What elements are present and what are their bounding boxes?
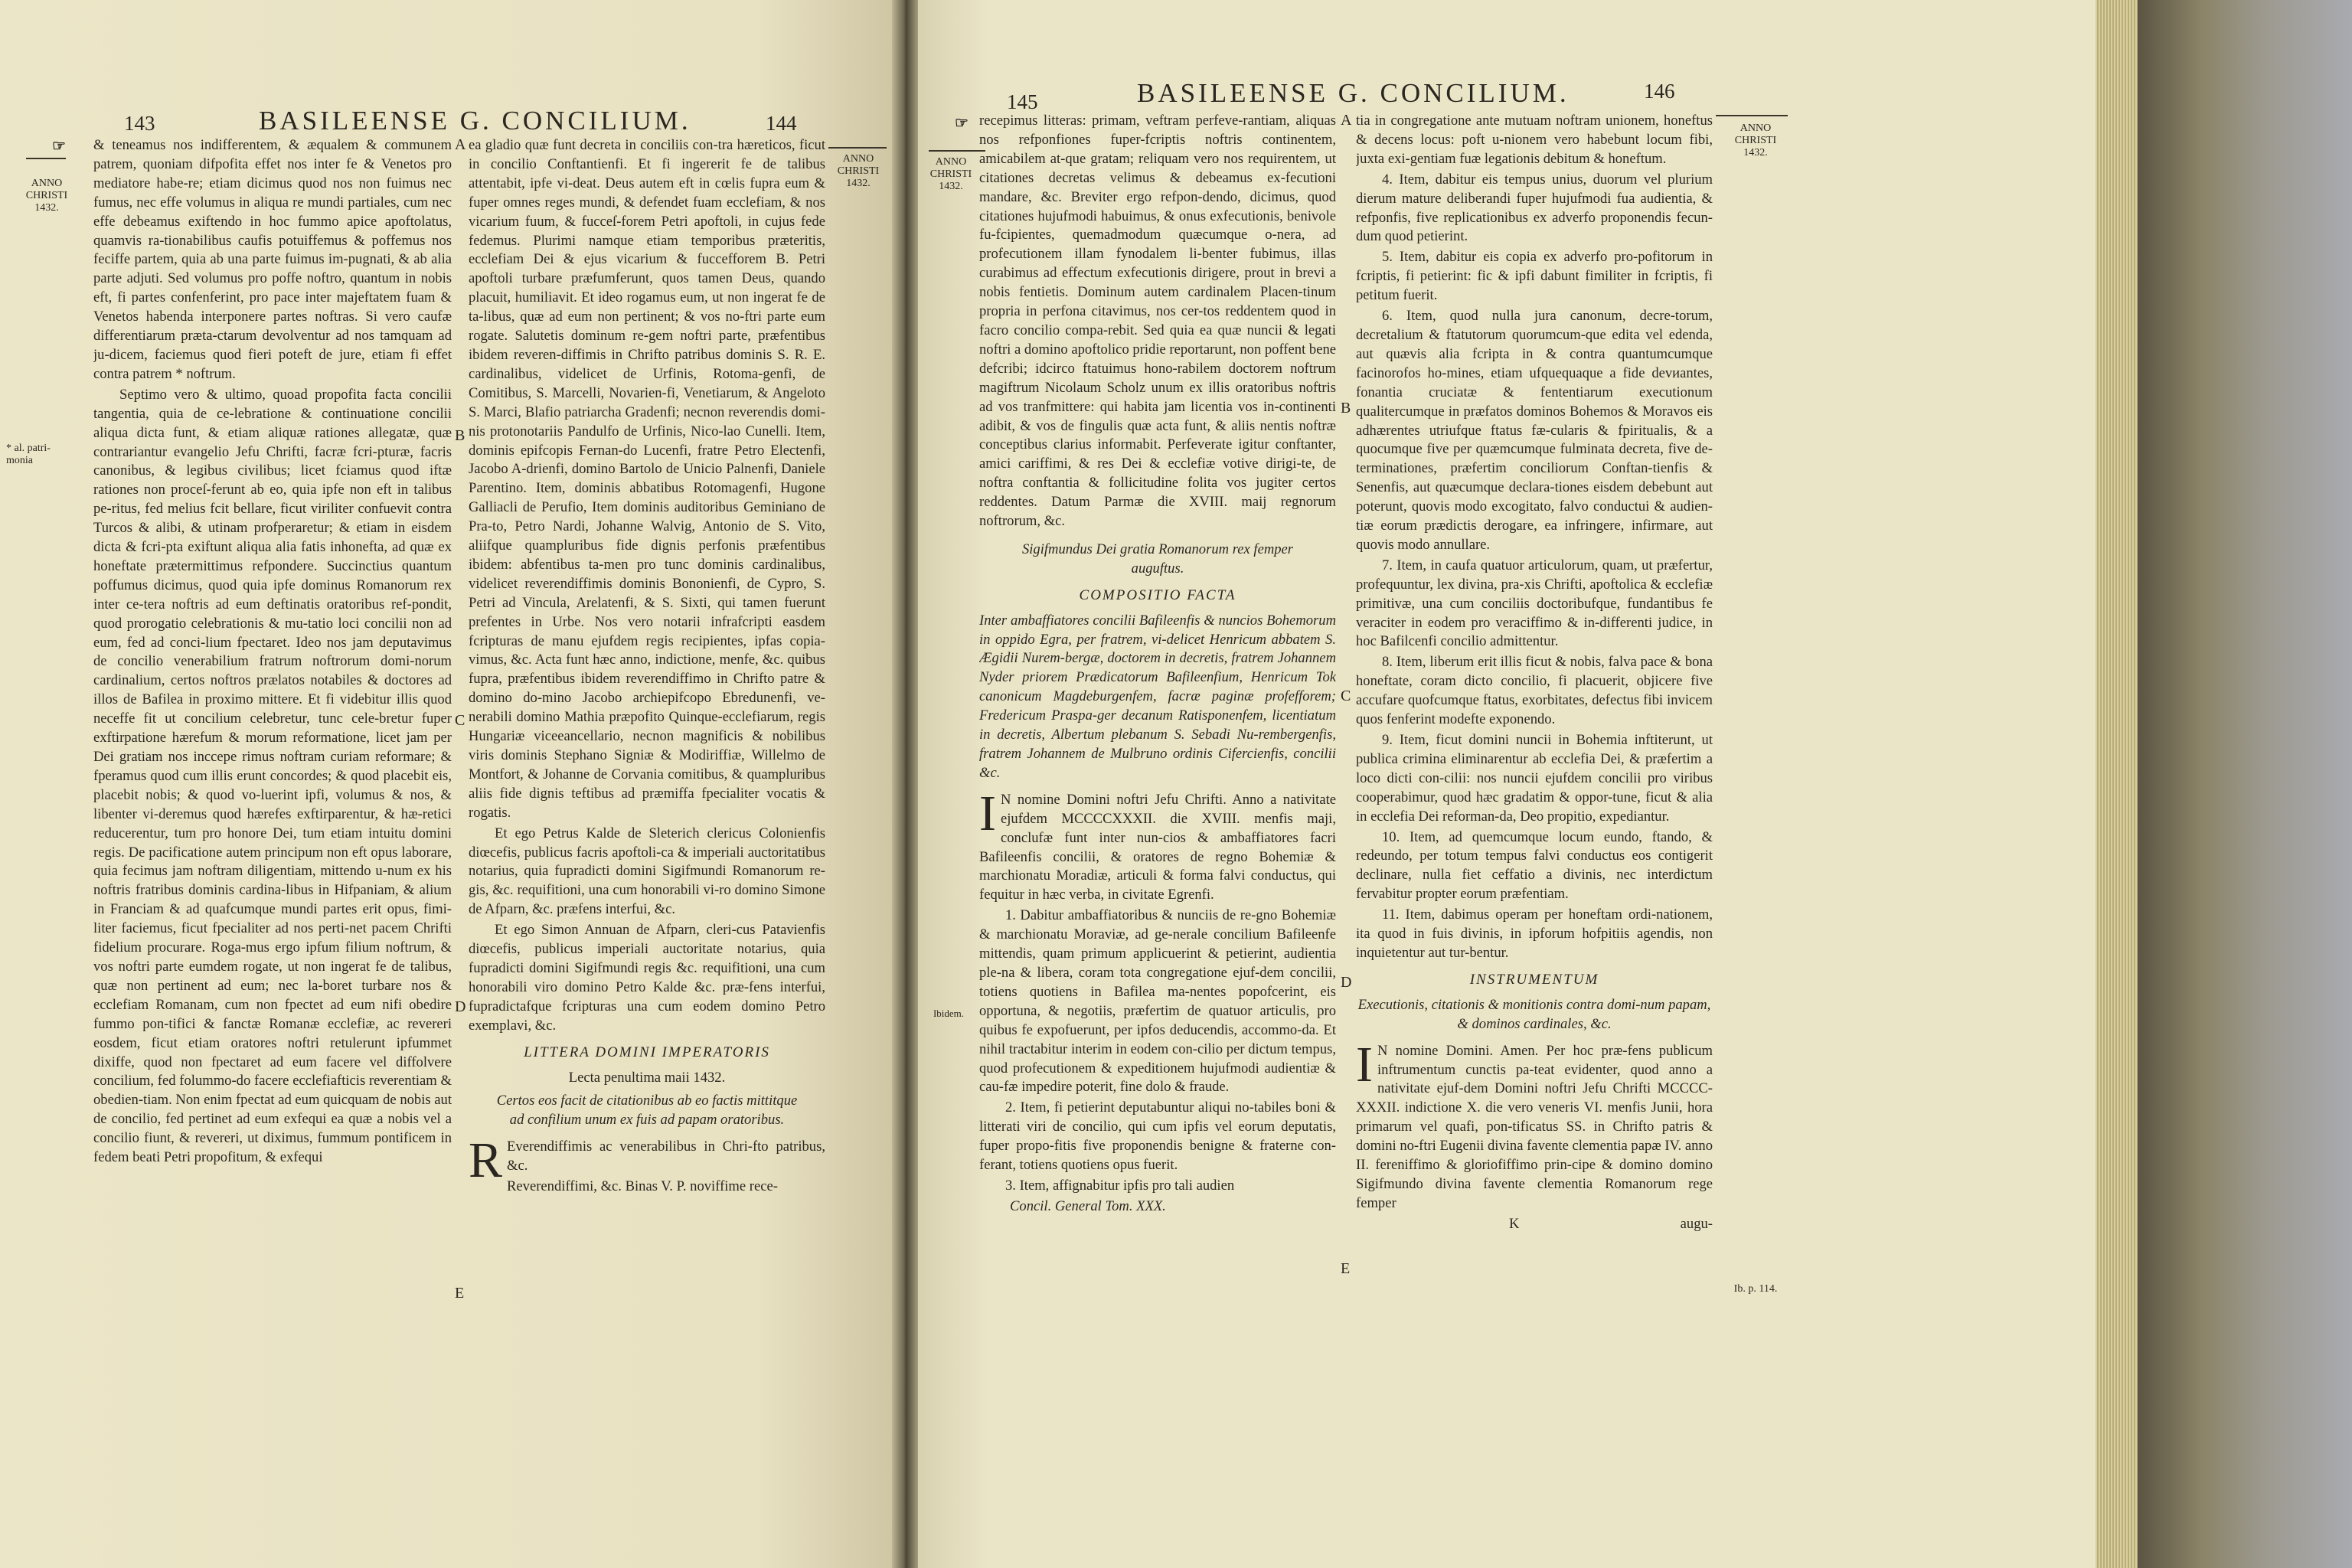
column-marker-b: B <box>1341 400 1351 416</box>
italic-summary: Certos eos facit de citationibus ab eo factis mittitque ad confilium unum ex fuis ad papam oratoribus. <box>496 1093 798 1129</box>
column-marker-b: B <box>455 427 466 444</box>
right-page-column-2 <box>1356 112 1713 1533</box>
catchword: augu- <box>1680 1215 1713 1232</box>
paragraph: N nomine Domini noftri Jefu Chrifti. Anno a nativitate ejufdem MCCCCXXXII. die XVIII. menfis maji, conclufæ funt inter nun-cios & ambaffiatores facri Bafileenfis concilii, & oratores de regno Bohemiæ & marchionatu Moradiæ, articuli & forma falvi conductus, qui fequitur in hæc verba, in civitate Egrenfi. <box>979 791 1336 903</box>
book-cover <box>2138 0 2352 1568</box>
running-title-right: BASILEENSE G. CONCILIUM. <box>1137 78 1570 108</box>
list-item: 9. Item, ficut domini nuncii in Bohemia inftiterunt, ut publica crimina eliminarentur ab ecclefia Dei, & præfertim a loco dicti con-cilii: nos nuncii ejufdem concilii pro viribus cooperabimur, quod hæc gradatim & oppor-tune, ficut & alia in ecclefia Dei reforman-da, Deo propitio, expediantur. <box>1356 732 1713 825</box>
instrumentum-summary: Executionis, citationis & monitionis contra domi-num papam, & dominos cardinales, &c. <box>1357 996 1711 1032</box>
list-item: 10. Item, ad quemcumque locum eundo, ftando, & redeundo, per totum tempus falvi conductus eos contigerit declinare, nulla fiet ceffatio a divinis, nec interdictum fervabitur propter eorum præfentiam. <box>1356 828 1713 903</box>
column-marker-d: D <box>455 998 466 1015</box>
column-marker-a: A <box>1341 112 1352 129</box>
margin-rule-right <box>828 147 887 149</box>
paragraph: Everendiffimis ac venerabilibus in Chri-fto patribus, &c. <box>507 1138 825 1174</box>
footer-note: Concil. General Tom. XXX. <box>1010 1197 1166 1214</box>
anno-christi-note-right: ANNO CHRISTI 1432. <box>1734 122 1777 158</box>
drop-cap: I <box>1356 1036 1373 1093</box>
signature-line: Sigifmundus Dei gratia Romanorum rex femper auguftus. <box>1021 541 1294 577</box>
paragraph: Septimo vero & ultimo, quoad propofita facta concilii tangentia, quia de ce-lebratione & continuatione concilii aliqua dicta funt, & etiam aliquæ rationes allegatæ, quæ contrariantur evangelio Jefu Chrifti, facræ fcri-pturæ, facris canonibus, & legibus civilibus; licet fciamus quod iftæ rationes non proceſ-ferunt ab eo, quia ipfe non eft in talibus pe-ritus, fed melius fcit bellare, ficut viriliter confuevit contra Turcos & alibi, & utinam profperaretur; & etiam in eisdem dicta & fcri-pta exiftunt aliqua alia fatis inhonefta, ad quæ ex honeftate prætermittimus refpondere. Succinctius quantum poffumus dicimus, quod quia ipfe dominus Romanorum rex inter ce-tera noftris ad eum deftinatis oratoribus ref-pondit, quod prorogatio celebrationis & mu-tatio loci concilii non ad eum, fed ad conci-lium fpectaret. Ideo nos jam deputavimus de concilio venerabilium fratrum noftrorum domi-norum cardinalium, certos noftros prælatos notabiles & doctores ad illos de Bafilea in proximo mittere. Et fi videbitur illis quod neceffe fit ut concilium celebretur, tunc cele-bretur fuper exftirpatione hærefum & morum reformatione, licet jam per Dei gratiam nos inccepe rimus noftram curiam reformare; & fperamus quod cum illis erunt concordes; & quod placebit eis, placebit nobis; & quod vo-luerint ipfi, volumus & nos, & libenter vi-deremus quod hærefes exftirparentur, & hæ-retici reducerentur, tum pro honore Dei, tum etiam intuitu domini regis. De pacificatione autem principum non eft opus laborare, quia fecimus jam noftram diligentiam, mittendo u-num ex his noftris fratribus dominis cardina-libus in Hifpaniam, & alium in Franciam & ad quafcumque mundi partes erit opus, fimi-liter faciemus, ficut fpecialiter ad nos perti-net pacem Chrifti fidelium procurare. Roga-mus ergo ipfum filium noftrum, & vos noftri parte eumdem rogate, ut non ingerat fe de talibus, quæ non pertinent ad eum; nec la-boret turbare nos & ecclefiam Romanam, cum non fpectet ad eum nifi obedire fummo pon-tifici & fanctæ Romanæ ecclefiæ, ac revereri eosdem, ficut etiam oratores noftri retulerunt ipfummet dixiffe, quod non fpectaret ad eum facere vel diffolvere concilium, fed folummo-do facere ecclefiafticis reverentiam & obedien-tiam. Non enim fpectat ad eum quicquam de nobis aut de concilio, fed pertinet ad eum exfequi ea quæ a nobis vel a concilio fiunt, & revereri, ut diximus, fummum pontificem in fedem beati Petri propofitum, & exfequi <box>93 386 452 1166</box>
lecta-line: Lecta penultima maii 1432. <box>568 1069 726 1086</box>
anno-christi-note: ANNO CHRISTI 1432. <box>25 178 68 214</box>
list-item: 4. Item, dabitur eis tempus unius, duorum vel plurium dierum mature deliberandi fuper hujufmodi fua audientia, & refponfis, five replicationibus ex adverfo proponendis fecun-dum quod petierint. <box>1356 171 1713 245</box>
page-number-143: 143 <box>124 112 155 135</box>
left-page-column-2 <box>469 136 825 1540</box>
anno-christi-note-right: ANNO CHRISTI 1432. <box>837 153 880 189</box>
drop-cap: R <box>469 1132 503 1189</box>
list-item: 3. Item, affignabitur ipfis pro tali audien <box>1005 1177 1235 1194</box>
list-item: 5. Item, dabitur eis copia ex adverfo pro-pofitorum in fcriptis, fi petierint: fic & ipfi dabunt fimiliter in fcriptis, fi petitum fuerit. <box>1356 249 1713 304</box>
page-footer-row <box>1356 1215 1713 1234</box>
list-item: 6. Item, quod nulla jura canonum, decre-torum, decretalium & ftatutorum quorumcum-que edita vel edenda, aut quævis alia fcripta in & contra quantumcumque facinorofos ho-mines, etiam ufquequaque a fide devиantes, fonantia cruciatæ & fententiarum executionum qualitercumque in præfatos dominos Bohemos & Moravos eis adhærentes utriufque ftatus fæ-cularis & fpiritualis, & a quocumque five per quæmcumque fulminata decreta, five de-terminationes, præfertim conciliorum Conftan-tienfis & Senenfis, aut quæcumque declara-tiones eisdem debebunt aut poterunt, quovis modo excogitato, falvo conductui & audien-tiæ eorum prædictis derogare, ea infringere, infirmare, aut quovis modo annullare. <box>1356 308 1713 553</box>
page-number-146: 146 <box>1644 80 1675 103</box>
column-marker-d: D <box>1341 974 1352 991</box>
paragraph: recepimus litteras: primam, veftram perfeve-rantiam, aliquas nos refponfiones fuper-fcriptis noftris continentem, amicabilem at-que gratam; reliquam vero nos requirentem, ut citationes decretas velimus & debeamus ex-fecutioni mandare, &c. Breviter ergo refpon-dendo, dicimus, quod citationes hujufmodi habuimus, & onus exfecutionis, benivole fu-fcipientes, quemadmodum quæcumque o-nera, ad profecutionem illam fynodalem li-benter fubimus, illas curabimus ad effectum exfecutionis dirigere, prout in brevi a nobis fentietis. Dominum autem cardinalem Placen-tinum propria in perfona citavimus, nos cer-tos reddentem quod in facro concilio compa-rebit. Sed quia ea quæ nuncii & legati noftri a domino apoftolico pridie reportarunt, non poffent bene defcribi; idcirco ftatuimus hono-rabilem doctorem noftrum magiftrum Nicolaum Scholz unum ex illis oratoribus noftris ad vos tranfmittere: qui habita jam licentia vos in-continenti adibit, & vos de fingulis quæ acta funt, & aliis nentis noftræ conceptibus clarius informabit. Perfeverate igitur conftanter, amici cariffimi, & res Dei & ecclefiæ votive dirigi-te, de noftra conftantia & follicitudine folita vos jugiter certos reddentes. Datum Parmæ die XVIII. maij regnorum noftrorum, &c. <box>979 113 1336 530</box>
column-marker-a: A <box>455 136 466 153</box>
list-item: 8. Item, liberum erit illis ficut & nobis, falva pace & bona honeftate, coram dicto concilio, fi placuerit, objicere five accufare quofcumque ftatus, exorbitates, defectus fibi invicem quos fenferint modefte exponendo. <box>1356 654 1713 728</box>
page-number-145: 145 <box>1007 90 1038 113</box>
pointing-hand-icon: ☞ <box>52 138 66 155</box>
right-page-column-1 <box>979 112 1336 1533</box>
side-note-ib: Ib. p. 114. <box>1733 1283 1778 1295</box>
side-note-ibidem: Ibidem. <box>933 1008 965 1019</box>
margin-rule <box>26 158 66 159</box>
signature-mark: K <box>1509 1215 1520 1232</box>
section-heading-compositio: COMPOSITIO FACTA <box>1079 586 1236 603</box>
compositio-summary: Inter ambaffiatores concilii Bafileenfis & nuncios Bohemorum in oppido Egra, per fratrem, vi-delicet Henricum abbatem S. Ægidii Nurem-bergæ, doctorem in decretis, fratrem Johannem Nyder priorem Prædicatorum Bafileenfium, Henricum Tok canonicum Magdeburgenfem, facræ paginæ profefforem; Fredericum Praspa-ger decanum Ratisponenfem, licentiatum in decretis, Albertum plebanum S. Sebadi Nu-rembergenfis, fratrem Johannem de Mulbruno ordinis Cifercienfis, concilii &c. <box>979 612 1336 781</box>
section-heading-littera: LITTERA DOMINI IMPERATORIS <box>524 1044 770 1060</box>
paragraph: Et ego Petrus Kalde de Sleterich clericus Colonienfis diœcefis, publicus facris apoftoli-ca & imperiali auctoritatibus notarius, quia fupradicti domini Sigifmundi Romanorum re-gis, &c. requifitioni, una cum honorabili vi-ro domino Simone de Afparn, &c. præfens interfui, &c. <box>469 825 825 918</box>
pointing-hand-icon: ☞ <box>955 115 969 132</box>
right-page <box>918 0 2096 1568</box>
left-page <box>0 0 892 1568</box>
paragraph: N nomine Domini. Amen. Per hoc præ-fens publicum inftrumentum cunctis pa-teat evidenter, quod anno a nativitate ejuf-dem Domini noftri Jefu Chrifti MCCCC-XXXII. indictione X. die vero veneris VI. menfis Junii, hora primarum vel quafi, pon-tificatus SS. in Chrifto patris & domini no-ftri Eugenii divina favente clementia papæ IV. anno II. fereniffimo & gloriofiffimo prin-cipe & domino domino Sigifmundo divina favente clementia Romanorum rege femper <box>1356 1042 1713 1211</box>
list-item: 7. Item, in caufa quatuor articulorum, quam, ut præfertur, profequuntur, lex divina, pra-xis Chrifti, apoftolica & ecclefiæ primitivæ, una cum conciliis doctoribufque, fundantibus fe veraciter in eodem pro veraciffimo & in-differenti judice, in hoc Bafilcenfi concilio admittentur. <box>1356 557 1713 650</box>
running-title-left: BASILEENSE G. CONCILIUM. <box>259 106 691 136</box>
section-heading-instrumentum: INSTRUMENTUM <box>1469 971 1599 988</box>
list-item: 11. Item, dabimus operam per honeftam ordi-nationem, ita quod in fuis divinis, in ipforum hofpitiis agendis, non inquietentur aut tur-bentur. <box>1356 906 1713 961</box>
paragraph: & teneamus nos indifferentem, & æqualem & communem patrem, quoniam difpofita effet nos inter fe & Venetos pro mediatore habe-re; etiam dicimus quod nos non fuimus nec fumus, nec effe volumus in aliqua re mundi partiales, cum nec effe debeamus exiftendo in hoc fummo apice apoftolatus, quamvis ra-tionabilibus caufis potuiffemus & poffemus nos feciffe partem, quia ab una parte fuimus im-pugnati, & ab alia parte adjuti. Sed volumus pro poffe noftro, quantum in nobis eft, fi partes confenferint, pro pace inter majeftatem fuam & Venetos habenda interponere partes noftras. Si vero caufæ differentiarum præta-ctarum devolventur ad nos tamquam ad ju-dicem, faciemus quod fieri poteft de jure, etiam fi effet contra patrem * noftrum. <box>93 137 452 382</box>
drop-cap: I <box>979 785 996 841</box>
left-page-column-1 <box>93 136 452 1537</box>
anno-christi-note-left: ANNO CHRISTI 1432. <box>929 156 972 192</box>
list-item: 1. Dabitur ambaffiatoribus & nunciis de re-gno Bohemiæ & marchionatu Moraviæ, ad ge-nerale concilium Bafileenfe mittendis, quam primum applicuerint & petierint, audientia ple-na & libera, coram tota congregatione ejuf-dem concilii, totiens quotiens in Bafilea ma-nentes popofcerint, eis opportuna, & negotiis, præfertim de quatuor articulis, pro quibus fe expofuerunt, per ipfos deducendis, accommo-da. Et nihil tractabitur interim in eodem con-cilio per dictum tempus, quod profecutionem & expeditionem hujufmodi audientiæ & cau-fæ impedire poterit, fine dolo & fraude. <box>979 907 1336 1096</box>
book-gutter <box>892 0 918 1568</box>
column-marker-c: C <box>1341 688 1351 704</box>
paragraph: Reverendiffimi, &c. Binas V. P. noviffime rece- <box>507 1178 778 1195</box>
column-marker-e: E <box>455 1285 465 1302</box>
paragraph: ea gladio quæ funt decreta in conciliis con-tra hæreticos, ficut in concilio Conftantienfi. Et fi ingererit fe de talibus attentabit, ipfe vi-deat. Deus autem eft in cœlis fupra eum & fuper omnes reges mundi, & defendet fuam ecclefiam, & nos vicarium fuum, & fucceſ-forem Petri apoftoli, in cujus fede fedemus. Plurimi namque etiam temporibus præteritis, ecclefiam Dei & ejus vicarium & fuccefforem B. Petri apoftoli turbare præfumferunt, quos tamen Deus, quando placuit, humiliavit. Et ideo rogamus eum, ut non ingerat fe de ta-libus, quæ ad eum non pertinent; & vos no-ftri parte eum rogate. Salutetis dominum re-gem noftri parte, præfentibus ibidem reveren-diffimis in Chrifto patribus dominis S. R. E. cardinalibus, videlicet de Urfinis, Rotoma-genfi, de Comitibus, S. Marcelli, Novarien-fi, Venetiarum, & Angeloto S. Marci, Blafio patriarcha Gradenfi; necnon reverendis domi-nis protonotariis Pandulfo de Urfinis, Nico-lao Cunelli. Item, dominis epifcopis Fernan-do Lucenfi, fratre Petro Electenfi, Jacobo A-drienfi, domino Bartolo de Unicio Palnenfi, Daniele Parentino. Item, dominis abbatibus Rotomagenfi, Hugone Galliacli de Perufio, Item dominis auditoribus Geminiano de Pra-to, Petro Nardi, Johanne Walvig, Antonio de S. Vito, aliifque quampluribus fide dignis perfonis præfentibus ibidem: abfentibus ta-men pro tunc dominis cardinalibus, videlicet reverendiffimis dominis Bononienfi, de Cypro, S. Petri ad Vincula, Arelatenfi, & S. Sixti, qui tamen fuerunt prefentes in Urbe. Nos vero notarii infrafcripti easdem fcripturas de manu ejufdem regis recipientes, ipfas copia-vimus, &c. Acta funt hæc anno, indictione, menfe, &c. quibus fupra, præfentibus ibidem reverendiffimo in Chrifto patre & domino do-mino Jacobo archiepifcopo Ebredunenfi, ve-nerabili domino Mathia præpofito Quinque-ecclefiarum, regis Hungariæ viceeancellario, necnon magnificis & nobilibus viris dominis Stephano Signiæ & Modiriffiæ, Willelmo de Montfort, & Johanne de Corvania comitibus, & quampluribus aliis fide dignis teftibus ad præmiffa fpecialiter vocatis & rogatis. <box>469 137 825 821</box>
column-marker-c: C <box>455 712 466 729</box>
list-item: tia in congregatione ante mutuam noftram unionem, honeftus & decens locus: poft u-nionem vero habebunt locum fibi, juxta exi-gentiam fuæ legationis debitum & honeftum. <box>1356 113 1713 167</box>
paragraph: Et ego Simon Annuan de Afparn, cleri-cus Patavienfis diœcefis, publicus imperiali auctoritate notarius, quia fupradicti domini Sigifmundi regis &c. requifitioni, una cum honorabili viro domino Petro Kalde &c. præ-fens interfui, fupradictafque fcripturas una cum eodem domino Petro exemplavi, &c. <box>469 922 825 1034</box>
margin-rule-right <box>1716 115 1788 116</box>
page-number-144: 144 <box>766 112 797 135</box>
side-note-patrimonia: * al. patri-monia <box>6 443 51 466</box>
page-edges <box>2096 0 2138 1568</box>
margin-rule <box>929 150 985 152</box>
column-marker-e: E <box>1341 1260 1351 1277</box>
list-item: 2. Item, fi petierint deputabuntur aliqui no-tabiles boni & litterati viri de concilio, qui cum ipfis vel eorum deputatis, fuper propo-fitis five proponendis benigne & fraterne con-ferant, totiens quotiens opus fuerit. <box>979 1099 1336 1174</box>
